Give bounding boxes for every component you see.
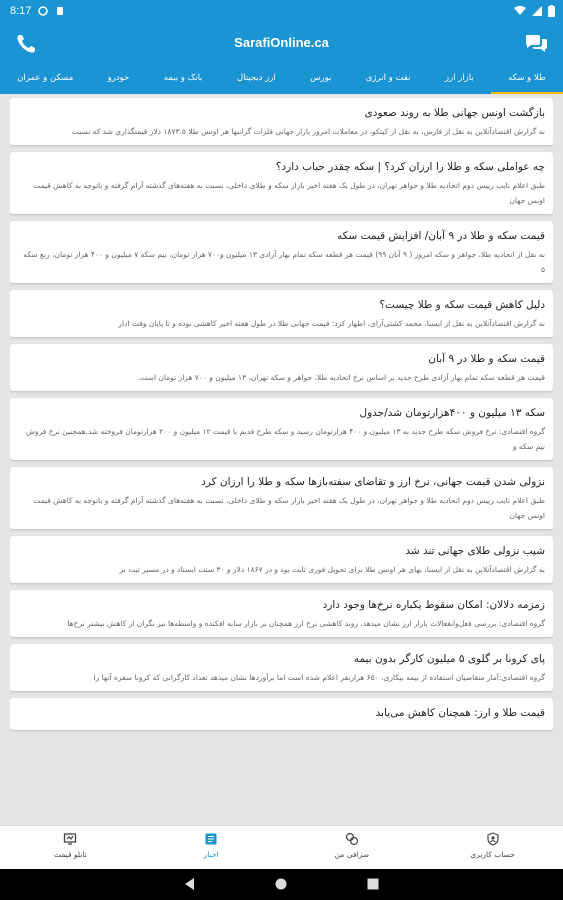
nav-account[interactable] [422,826,563,869]
home-icon[interactable] [274,877,288,891]
news-title: نزولی شدن قیمت جهانی، نرخ ارز و تقاضای سفته‌بازها سکه و طلا را ارزان کرد [201,476,545,488]
exchange-icon [345,832,359,846]
tab-stock[interactable]: بورس [310,73,332,83]
news-title: قیمت طلا و ارز: همچنان کاهش می‌یابد [375,707,545,719]
sim-icon [55,6,65,16]
tab-oil-energy[interactable]: نفت و انرژی [365,73,411,83]
account-icon [486,832,500,846]
news-summary: گروه اقتصادی:آمار متقاضیان استفاده از بیمه بیکاری، ۶۵۰ هزارنفر اعلام شده است اما برآوردها نشان میدهد تعداد کارگرانی که کرونا سفره آنها را [93,673,545,682]
tab-housing[interactable]: مسکن و عمران [17,73,74,83]
news-summary: به نقل از اتحادیه طلا، جواهر و سکه امروز ( ۹ آبان ۹۹) قیمت هر قطعه سکه تمام بهار آزادی ۱۳ میلیون و۷۰۰ هزار تومان، نیم سکه ۷ میلیون و ۴۰۰ هزار تومان، ربع سکه ۵ [23,250,545,274]
news-title: شیب نزولی طلای جهانی تند شد [405,545,545,557]
nav-label: حساب کاربری [470,850,515,859]
news-title: قیمت سکه و طلا در ۹ آبان [428,353,545,365]
news-summary: به گزارش اقتصادآنلاین به نقل از فارس، به نقل از کیتکو، در معاملات امروز بازار جهانی فلزات گرانبها هر اونس طلا ۱۸۷۳.۵ دلار قیمتگذاری شد که نسبت [71,127,545,136]
nav-label: تابلو قیمت [53,850,87,859]
news-summary: به گزارش اقتصادآنلاین به نقل از ایسنا، محمد کشتی‌آرای، اظهار کرد: قیمت جهانی طلا در طول هفته اخیر کاهشی بوده و تا پایان وقت ادار [118,319,545,328]
notification-icon [38,6,48,16]
news-title: چه عواملی سکه و طلا را ارزان کرد؟ | سکه چقدر حباب دارد؟ [275,161,545,173]
bottom-nav [0,825,563,869]
tab-automobile[interactable]: خودرو [107,73,130,83]
tab-bank-insurance[interactable]: بانک و بیمه [163,73,203,83]
signal-icon [532,6,542,16]
system-nav-bar [0,869,563,900]
news-title: بازگشت اونس جهانی طلا به روند صعودی [364,107,545,119]
status-time: 8:17 [10,5,32,17]
back-icon[interactable] [183,877,197,891]
nav-label: صرافی من [334,850,370,859]
app-title: SarafiOnline.ca [234,35,329,50]
news-summary: گروه اقتصادی: بررسی فعل‌وانفعالات بازار ارز نشان میدهد، روند کاهشی نرخ ارز همچنان بر بازار سایه افکنده و واسطه‌ها نیز نگران از کاهش بیشتر نرخ‌ها [67,619,545,628]
category-tabs [0,64,563,94]
recents-icon[interactable] [366,877,380,891]
news-title: دلیل کاهش قیمت سکه و طلا چیست؟ [379,299,545,311]
status-bar [0,0,563,24]
news-list [10,98,553,825]
news-card[interactable] [10,467,553,529]
battery-icon [548,5,555,17]
news-summary: به گزارش اقتصادآنلاین به نقل از ایسنا، بهای هر اونس طلا برای تحویل فوری ثابت بود و در ۱۸۶۷ دلار و ۳۰ سنت ایستاد و در مسیر ثبت بز [119,565,545,574]
news-card[interactable] [10,98,553,145]
news-title: قیمت سکه و طلا در ۹ آبان/ افزایش قیمت سکه [337,230,545,242]
news-title: زمزمه دلالان: امکان سقوط یکباره نرخ‌ها وجود دارد [322,599,545,611]
news-summary: طبق اعلام نایب رییس دوم اتحادیه طلا و جواهر تهران، در طول یک هفته اخیر بازار سکه و طلای داخلی، نسبت به هفته‌های گذشته آرام گرفته و باتوجه به کاهش قیمت اونس جهان [33,496,545,520]
nav-news[interactable] [141,826,282,869]
app-bar [0,24,563,64]
chat-icon[interactable] [523,30,549,56]
news-card[interactable] [10,344,553,391]
news-title: سکه ۱۳ میلیون و ۴۰۰هزارتومان شد/جدول [359,407,545,419]
news-card[interactable] [10,644,553,691]
tab-gold-coin[interactable]: طلا و سکه [491,64,563,94]
news-card[interactable] [10,290,553,337]
news-card[interactable] [10,221,553,283]
news-card[interactable] [10,398,553,460]
news-icon [204,832,218,846]
news-title: پای کرونا بر گلوی ۵ میلیون کارگر بدون بیمه [353,653,545,665]
nav-price-board[interactable] [0,826,141,869]
nav-label: اخبار [203,850,219,859]
news-summary: طبق اعلام نایب رییس دوم اتحادیه طلا و جواهر تهران، در طول یک هفته اخیر بازار سکه و طلای داخلی، نسبت به هفته‌های گذشته آرام گرفته و باتوجه به کاهش قیمت اونس جهان [33,181,545,205]
tab-digital-currency[interactable]: ارز دیجیتال [236,73,276,83]
news-summary: گروه اقتصادی: نرخ فروش سکه طرح جدید به ۱۳ میلیون و ۴۰۰ هزارتومان رسید و سکه طرح قدیم با قیمت ۱۲ میلیون و ۲۰۰ هزارتومان فروخته شد.همچنین نرخ فروش نیم سکه و [25,427,545,451]
news-card[interactable] [10,590,553,637]
tab-currency-market[interactable]: بازار ارز [444,73,474,83]
price-board-icon [63,832,77,846]
news-card[interactable] [10,698,553,730]
news-summary: قیمت هر قطعه سکه تمام بهار آزادی طرح جدید بر اساس نرخ اتحادیه طلا، جواهر و سکه تهران، ۱۳ میلیون و ۷۰۰ هزار تومان است. [137,373,545,382]
news-card[interactable] [10,152,553,214]
wifi-icon [514,6,526,16]
nav-my-exchange[interactable] [282,826,423,869]
news-card[interactable] [10,536,553,583]
